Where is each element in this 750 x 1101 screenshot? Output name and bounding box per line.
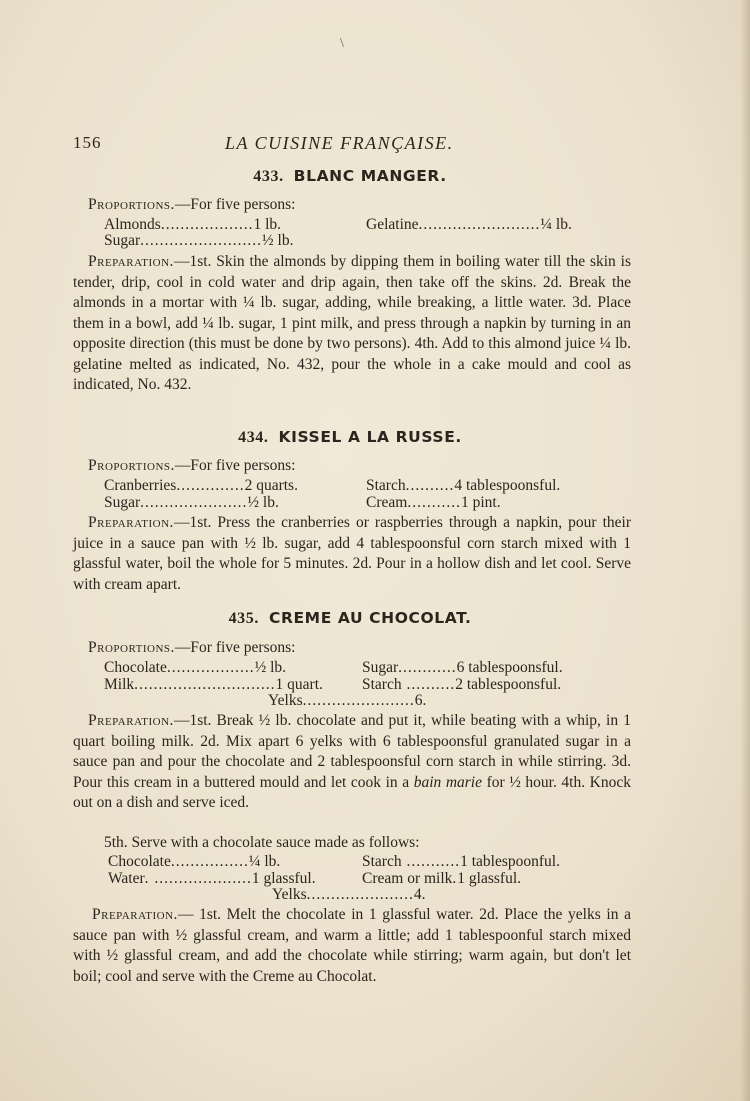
recipe-435-title: 435. CREME AU CHOCOLAT. xyxy=(228,609,472,627)
sauce-intro: 5th. Serve with a chocolate sauce made as follows: xyxy=(104,834,420,851)
ingredient-row: Milk.............................1 quart. xyxy=(104,676,323,693)
ingredient-row: Sugar......................½ lb. xyxy=(104,494,279,511)
page-number: 156 xyxy=(73,133,102,152)
ingredient-row: Cranberries..............2 quarts. xyxy=(104,477,298,494)
stray-mark: \ xyxy=(340,36,344,51)
ingredient-row: Almonds...................1 lb. xyxy=(104,216,282,233)
recipe-435-preparation: Preparation.—1st. Break ½ lb. chocolate and put it, while beating with a whip, in 1 quart boiling milk. 2d. Mix apart 6 yelks with 6 tablespoonsful granulated sugar in a sauce pan and pour the chocolate and 2 tablespoonsful corn starch in while stirring. 3d. Pour this cream in a buttered mould and let cook in a bain marie for ½ hour. 4th. Knock out on a dish and serve iced. xyxy=(73,712,632,811)
recipe-433-title: 433. BLANC MANGER. xyxy=(253,167,447,185)
ingredient-row: Yelks.......................6. xyxy=(268,692,427,709)
sauce-ingredient-row: Chocolate................¼ lb. xyxy=(108,853,281,870)
ingredient-row: Cream...........1 pint. xyxy=(366,494,501,511)
ingredient-row: Sugar.........................½ lb. xyxy=(104,232,294,249)
sauce-ingredient-row: Starch ...........1 tablespoonful. xyxy=(362,853,560,870)
sauce-ingredient-row: Yelks......................4. xyxy=(272,886,426,903)
recipe-433-proportions: Proportions.—For five persons: xyxy=(88,196,296,213)
recipe-434-title: 434. KISSEL A LA RUSSE. xyxy=(238,428,462,446)
recipe-434-proportions: Proportions.—For five persons: xyxy=(88,457,296,474)
recipe-435-proportions: Proportions.—For five persons: xyxy=(88,639,296,656)
running-title: LA CUISINE FRANÇAISE. xyxy=(225,133,454,153)
sauce-preparation: Preparation.— 1st. Melt the chocolate in 1 glassful water. 2d. Place the yelks in a sauce pan with ½ glassful cream, and warm a little; add 1 tablespoonful starch mixed with ½ glassful cream, and add the chocolate while stirring; warm again, but don't let boil; cool and serve with the Creme au Chocolat. xyxy=(73,906,631,985)
sauce-ingredient-row: Cream or milk.1 glassful. xyxy=(362,870,521,887)
page-header xyxy=(73,133,633,157)
page-edge-shadow xyxy=(740,0,750,1101)
recipe-434-preparation: Preparation.—1st. Press the cranberries or raspberries through a napkin, pour their juice in a sauce pan with ½ lb. sugar, add 4 tablespoonsful corn starch mixed with 1 glassful water, boil the whole for 5 minutes. 2d. Pour in a hollow dish and let cool. Serve with cream apart. xyxy=(73,514,631,593)
ingredient-row: Starch..........4 tablespoonsful. xyxy=(366,477,561,494)
ingredient-row: Chocolate..................½ lb. xyxy=(104,659,287,676)
ingredient-row: Gelatine.........................¼ lb. xyxy=(366,216,572,233)
ingredient-row: Sugar............6 tablespoonsful. xyxy=(362,659,563,676)
recipe-433-preparation: Preparation.—1st. Skin the almonds by dipping them in boiling water till the skin is tender, drip, cool in cold water and drip again, then take off the skins. 2d. Break the almonds in a mortar with ¼ lb. sugar, adding, while breaking, a little water. 3d. Place them in a bowl, add ¼ lb. sugar, 1 pint milk, and press through a napkin by turning in an opposite direction (this must be done by two persons). 4th. Add to this almond juice ¼ lb. gelatine melted as indicated, No. 432, pour the whole in a cake mould and cool as indicated, No. 432. xyxy=(73,253,631,393)
ingredient-row: Starch ..........2 tablespoonsful. xyxy=(362,676,562,693)
sauce-ingredient-row: Water. ....................1 glassful. xyxy=(108,870,316,887)
